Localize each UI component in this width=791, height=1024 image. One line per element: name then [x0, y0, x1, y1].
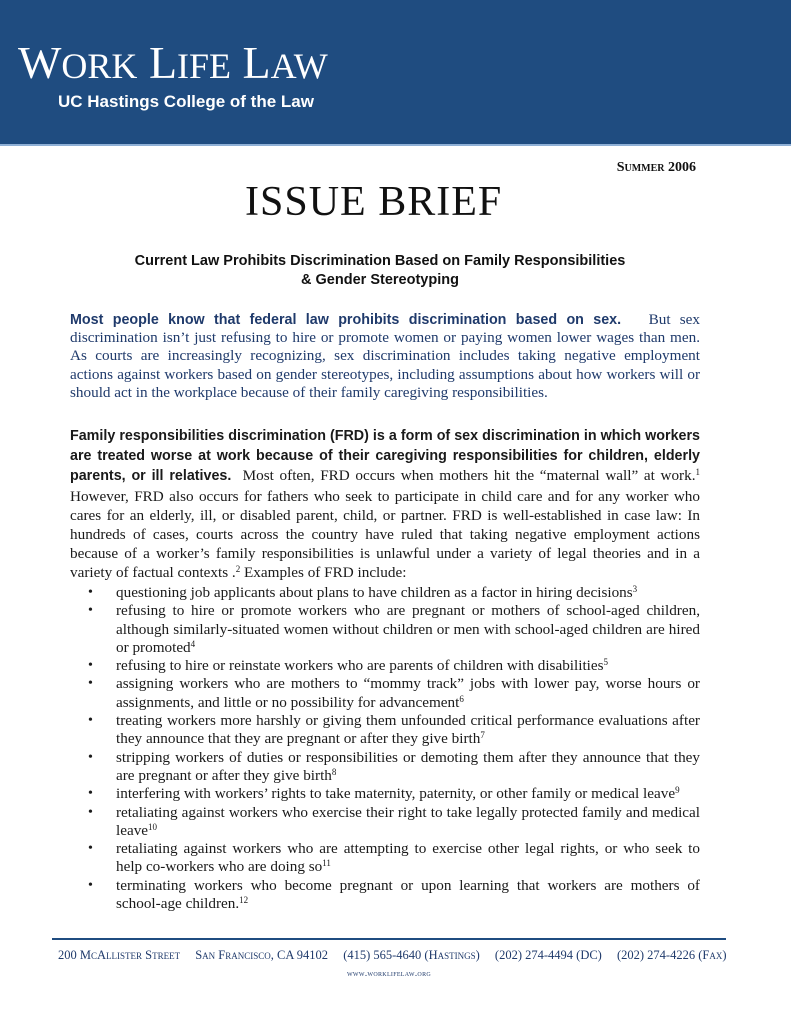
issue-date: Summer 2006: [616, 160, 696, 175]
list-item-text: interfering with workers’ rights to take maternity, paternity, or other family or medical leave: [116, 785, 676, 803]
logo-subtitle: UC Hastings College of the Law: [58, 92, 314, 111]
footer-divider: [52, 938, 726, 940]
title-line-2: & Gender Stereotyping: [301, 272, 459, 288]
list-item-text: refusing to hire or promote workers who are pregnant or mothers of school-aged children, although similarly-situated women without children or men with school-aged children are hired or promoted: [116, 602, 700, 656]
list-item: [88, 712, 700, 749]
intro-lead: Most people know that federal law prohibits discrimination based on sex.: [70, 312, 622, 328]
bullet-icon: •: [88, 804, 93, 820]
footnote-ref[interactable]: 2: [235, 564, 241, 575]
logo-text: IFE: [177, 46, 232, 86]
list-item: [88, 657, 700, 675]
list-item: [88, 785, 700, 803]
logo-text: AW: [270, 46, 328, 86]
footer-street: 200 McAllister Street: [58, 948, 181, 962]
bullet-icon: •: [88, 658, 93, 674]
list-item-text: refusing to hire or reinstate workers who are parents of children with disabilities: [116, 657, 604, 675]
footnote-ref[interactable]: 9: [675, 785, 680, 796]
logo-letter: L: [148, 37, 178, 88]
frd-examples-list: [88, 584, 700, 913]
footer-contact: [52, 948, 726, 963]
footer-city: San Francisco, CA 94102: [195, 948, 329, 962]
list-item: [88, 840, 700, 877]
list-item-text: retaliating against workers who are attempting to exercise other legal rights, or who seek to help co-workers who are doing so: [116, 840, 700, 876]
bullet-icon: •: [88, 841, 93, 857]
bullet-icon: •: [88, 877, 93, 893]
footnote-ref[interactable]: 11: [322, 858, 331, 869]
footer-phone-dc: (202) 274-4494 (DC): [494, 948, 602, 962]
footer-phone-hastings: (415) 565-4640 (Hastings): [343, 948, 480, 962]
list-item-text: retaliating against workers who exercise their right to take legally protected family and medical leave: [116, 803, 700, 839]
list-item: [88, 675, 700, 712]
footnote-ref[interactable]: 10: [148, 821, 158, 832]
header-band: [0, 0, 791, 146]
document-title: [70, 252, 690, 290]
bullet-icon: •: [88, 603, 93, 619]
list-item: [88, 749, 700, 786]
bullet-icon: •: [88, 585, 93, 600]
footnote-ref[interactable]: 12: [239, 895, 249, 906]
list-item: [88, 877, 700, 914]
logo-letter: W: [18, 37, 62, 88]
footnote-ref[interactable]: 1: [695, 467, 700, 478]
bullet-icon: •: [88, 749, 93, 765]
list-item-text: assigning workers who are mothers to “mommy track” jobs with lower pay, worse hours or assignments, and little or no possibility for advancement: [116, 675, 700, 711]
list-item-text: treating workers more harshly or giving them unfounded critical performance evaluations after they announce that they are pregnant or after they give birth: [116, 712, 700, 748]
issue-brief-heading: ISSUE BRIEF: [245, 179, 503, 225]
title-line-1: Current Law Prohibits Discrimination Based on Family Responsibilities: [134, 253, 626, 269]
list-item-text: questioning job applicants about plans to have children as a factor in hiring decisions: [116, 584, 633, 601]
frd-paragraph: [70, 426, 700, 583]
footnote-ref[interactable]: 8: [331, 766, 337, 777]
bullet-icon: •: [88, 676, 93, 692]
footnote-ref[interactable]: 6: [459, 693, 464, 704]
footnote-ref[interactable]: 3: [632, 584, 638, 594]
footnote-ref[interactable]: 5: [603, 657, 609, 668]
list-item: [88, 804, 700, 841]
footer-fax: (202) 274-4226 (Fax): [616, 948, 727, 962]
intro-body: But sex discrimination isn’t just refusing to hire or promote women or paying women lower wages than men. As courts are increasingly recognizing, sex discrimination includes taking negative employment actions against workers based on gender stereotypes, including assumptions about how workers will or should act in the workplace because of their family caregiving responsibilities.: [70, 311, 700, 401]
frd-lead: Family responsibilities discrimination (FRD) is a form of sex discrimination in which workers are treated worse at work because of their caregiving responsibilities for children, elderly parents, or ill relatives.: [70, 428, 700, 485]
logo-text: ORK: [61, 46, 138, 86]
list-item: [88, 584, 700, 602]
logo-work-life-law: [18, 37, 328, 88]
frd-body-3: Examples of FRD include:: [240, 564, 407, 582]
list-item: [88, 602, 700, 657]
list-item-text: terminating workers who become pregnant or upon learning that workers are mothers of school-age children.: [116, 876, 700, 913]
footnote-ref[interactable]: 4: [190, 638, 196, 649]
frd-body-2: However, FRD also occurs for fathers who seek to participate in child care and for any worker who cares for an elderly, ill, or disabled parent, child, or partner. FRD is well-established in case law: In hundreds of cases, courts across the country have ruled that taking negative employment actions because of a worker’s family responsibilities is unlawful under a variety of legal theories and in a variety of factual contexts .: [70, 487, 700, 582]
footer-website-link[interactable]: www.worklifelaw.org: [346, 968, 432, 978]
list-item-text: stripping workers of duties or responsibilities or demoting them after they announce that they are pregnant or after they give birth: [116, 748, 700, 784]
frd-body-1: Most often, FRD occurs when mothers hit the “maternal wall” at work.: [242, 467, 696, 485]
bullet-icon: •: [88, 786, 93, 802]
footnote-ref[interactable]: 7: [480, 730, 485, 741]
bullet-icon: •: [88, 713, 93, 729]
logo-letter: L: [242, 37, 271, 88]
intro-paragraph: [70, 311, 700, 402]
